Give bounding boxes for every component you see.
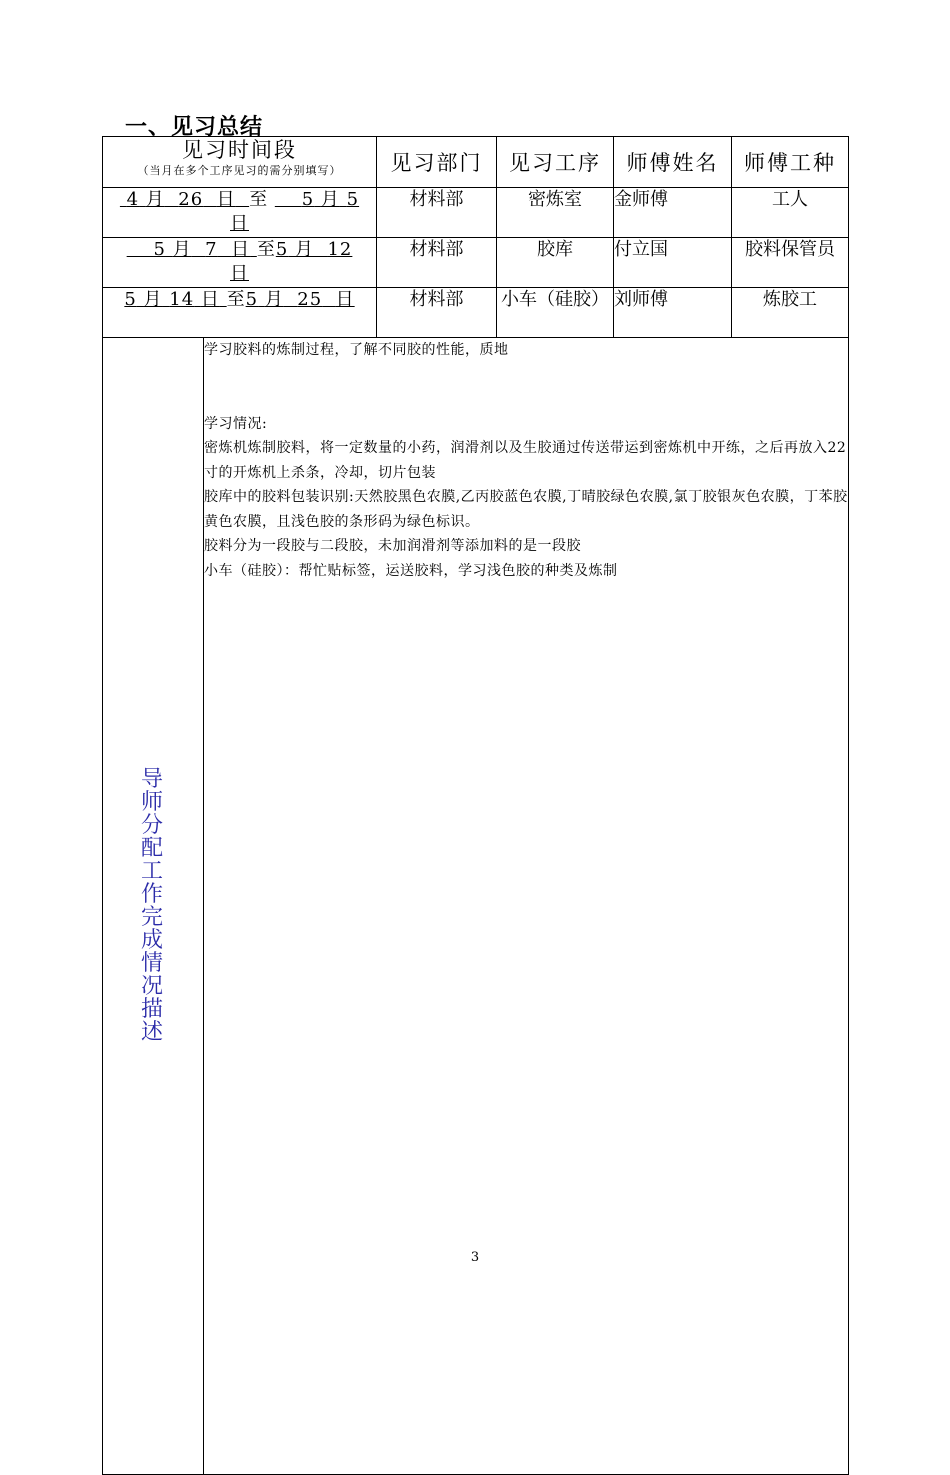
table-row (103, 238, 849, 288)
header-master-trade: 师傅工种 (732, 137, 849, 188)
process-cell: 密炼室 (497, 188, 614, 238)
table-row (103, 288, 849, 338)
date-range: 5 月 14 日 至5 月 25 日 (103, 288, 377, 338)
master-name-cell: 付立国 (614, 238, 732, 288)
internship-table (102, 136, 849, 1475)
master-trade-cell: 胶料保管员 (732, 238, 849, 288)
header-master-name: 师傅姓名 (614, 137, 732, 188)
header-department: 见习部门 (377, 137, 497, 188)
content-heading: 学习情况: (204, 415, 268, 432)
side-label: 导师分配工作完成情况描述 (140, 767, 165, 1045)
content-intro: 学习胶料的炼制过程，了解不同胶的性能，质地 (204, 342, 509, 358)
header-time (103, 137, 377, 188)
master-trade-cell: 工人 (732, 188, 849, 238)
content-line: 胶库中的胶料包装识别:天然胶黑色农膜,乙丙胶蓝色农膜,丁晴胶绿色农膜,氯丁胶银灰色农膜，丁苯胶黄色农膜，且浅色胶的条形码为绿色标识。 (204, 489, 848, 530)
date-range: 5 月 7 日 至5 月 12 日 (103, 238, 377, 288)
master-name-cell: 刘师傅 (614, 288, 732, 338)
header-process: 见习工序 (497, 137, 614, 188)
side-label-cell (103, 338, 204, 1475)
header-row (103, 137, 849, 188)
header-time-note: （当月在多个工序见习的需分别填写） (137, 164, 342, 177)
process-cell: 小车（硅胶） (497, 288, 614, 338)
department-cell: 材料部 (377, 188, 497, 238)
department-cell: 材料部 (377, 288, 497, 338)
content-line: 小车（硅胶）：帮忙贴标签，运送胶料，学习浅色胶的种类及炼制 (204, 562, 618, 579)
table-row (103, 188, 849, 238)
master-name-cell: 金师傅 (614, 188, 732, 238)
date-range: 4 月 26 日 至 5 月 5 日 (103, 188, 377, 238)
process-cell: 胶库 (497, 238, 614, 288)
department-cell: 材料部 (377, 238, 497, 288)
content-line: 密炼机炼制胶料，将一定数量的小药，润滑剂以及生胶通过传送带运到密炼机中开练，之后再放入22寸的开炼机上杀条，冷却，切片包装 (204, 440, 847, 481)
content-line: 胶料分为一段胶与二段胶，未加润滑剂等添加料的是一段胶 (204, 538, 581, 554)
description-row (103, 338, 849, 1475)
section-title: 一、见习总结 (125, 115, 264, 140)
header-time-label: 见习时间段 (182, 138, 297, 162)
description-content (204, 338, 849, 1475)
page-number: 3 (470, 1250, 480, 1265)
master-trade-cell: 炼胶工 (732, 288, 849, 338)
